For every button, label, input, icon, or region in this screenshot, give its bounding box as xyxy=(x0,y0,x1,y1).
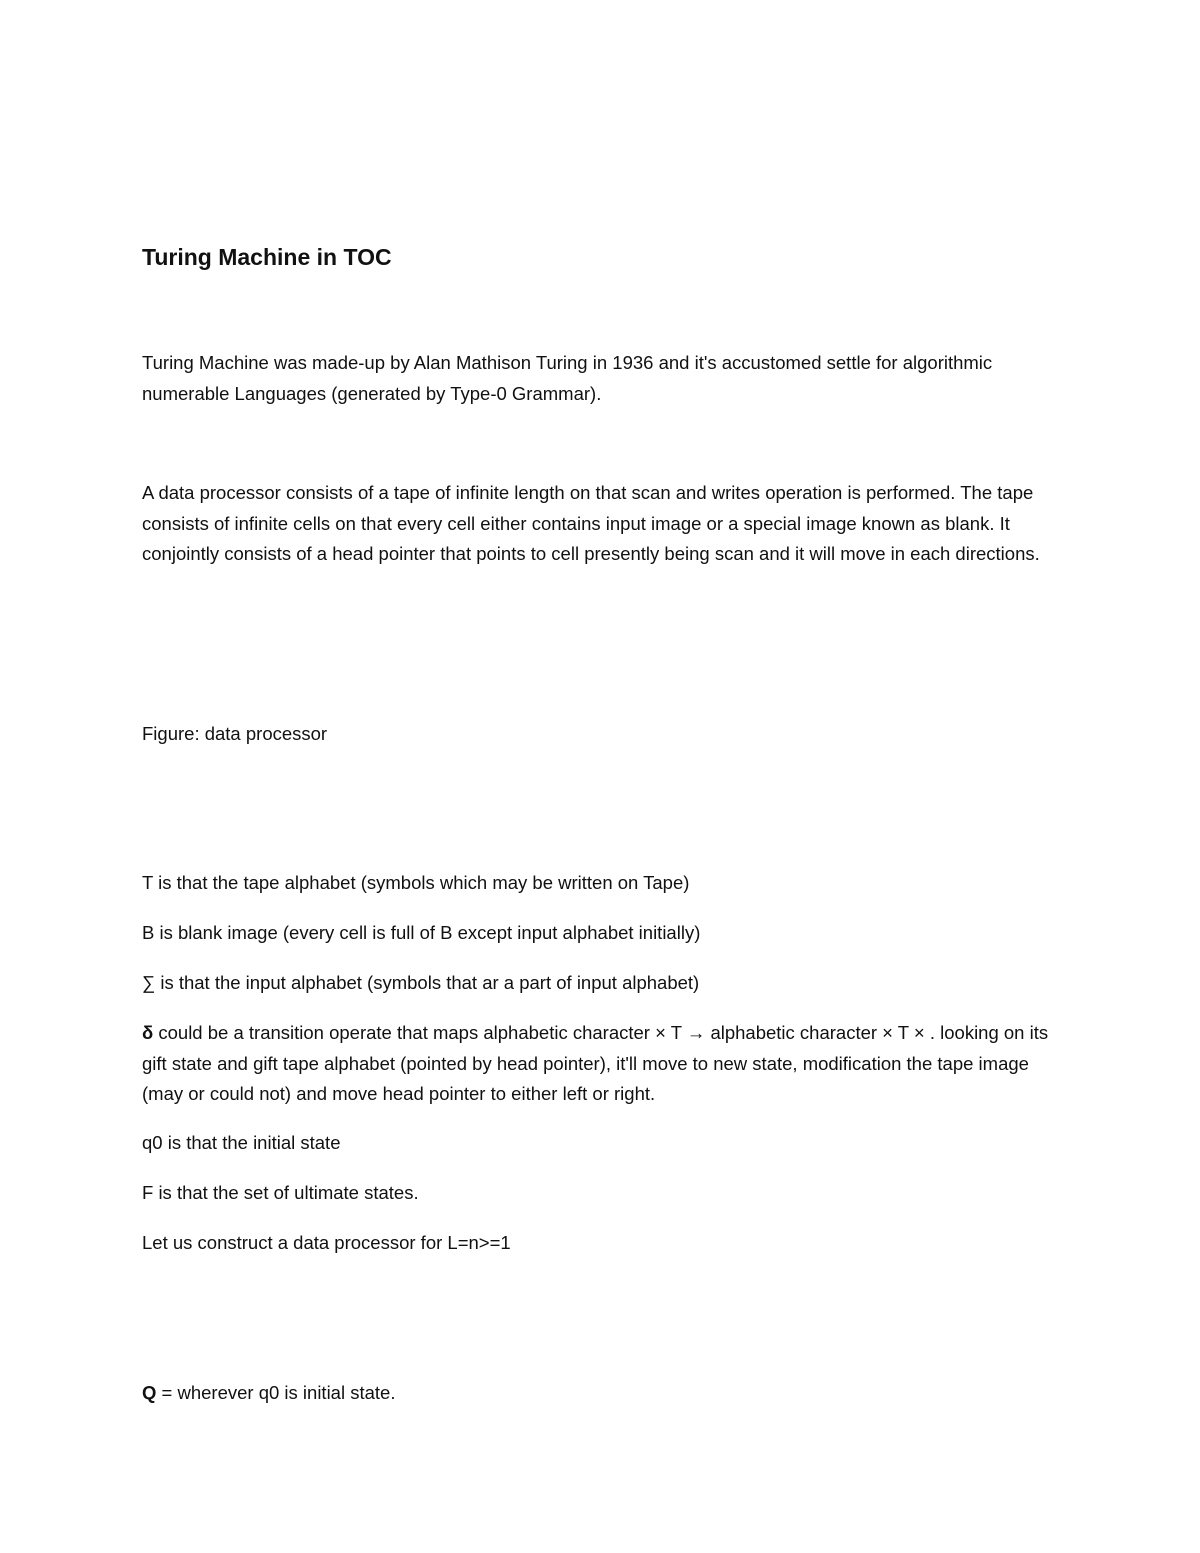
delta-symbol: δ xyxy=(142,1022,154,1043)
q-symbol: Q xyxy=(142,1382,157,1403)
figure-caption: Figure: data processor xyxy=(142,723,328,744)
states-definition xyxy=(142,1378,395,1409)
blank-definition: B is blank image (every cell is full of B except input alphabet initially) xyxy=(142,922,701,943)
final-states-definition: F is that the set of ultimate states. xyxy=(142,1182,419,1203)
input-alphabet-definition: ∑ is that the input alphabet (symbols that ar a part of input alphabet) xyxy=(142,972,700,993)
intro-paragraph: Turing Machine was made-up by Alan Mathison Turing in 1936 and it's accustomed settle for algorithmic numerable Languages (generated by Type-0 Grammar). xyxy=(142,352,993,404)
states-definition-text: = wherever q0 is initial state. xyxy=(156,1382,396,1403)
transition-function-paragraph xyxy=(142,1018,1072,1110)
tape-alphabet-definition: T is that the tape alphabet (symbols which may be written on Tape) xyxy=(142,872,690,893)
page-title: Turing Machine in TOC xyxy=(142,244,392,270)
data-processor-paragraph: A data processor consists of a tape of infinite length on that scan and writes operation is performed. The tape consists of infinite cells on that every cell either contains input image or a special image known as blank. It conjointly consists of a head pointer that points to cell presently being scan and it will move in each directions. xyxy=(142,482,1040,564)
construct-statement: Let us construct a data processor for L=n>=1 xyxy=(142,1232,511,1253)
transition-function-text: could be a transition operate that maps alphabetic character × T → alphabetic character × T × . looking on its gift state and gift tape alphabet (pointed by head pointer), it'll move to new state, modification the tape image (may or could not) and move head pointer to either left or right. xyxy=(142,1022,1049,1104)
initial-state-definition: q0 is that the initial state xyxy=(142,1132,341,1153)
